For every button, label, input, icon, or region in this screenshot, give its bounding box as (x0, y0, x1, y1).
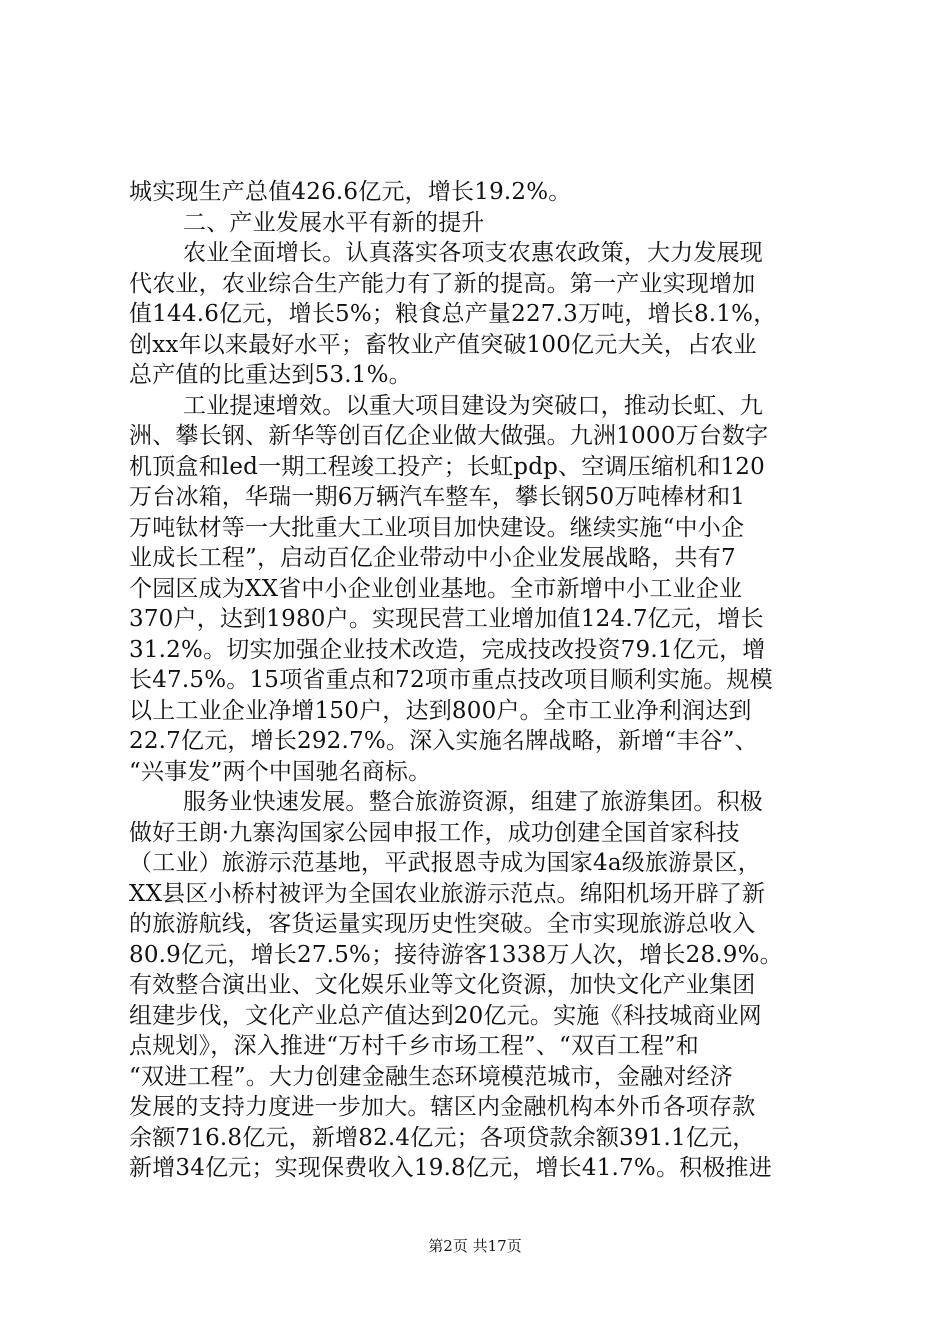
text-line: 发展的支持力度进一步加大。辖区内金融机构本外币各项存款 (129, 1094, 756, 1120)
text-line: 22.7亿元，增长292.7%。深入实施名牌战略，新增“丰谷”、 (129, 728, 758, 754)
text-line: “双进工程”。大力创建金融生态环境模范城市，金融对经济 (129, 1063, 733, 1090)
page-number-label: 第2页 共17页 (428, 1237, 522, 1255)
text-line: 代农业，农业综合生产能力有了新的提高。第一产业实现增加 (129, 270, 756, 297)
text-line: 服务业快速发展。整合旅游资源，组建了旅游集团。积极 (183, 789, 763, 815)
text-line: 洲、攀长钢、新华等创百亿企业做大做强。九洲1000万台数字 (129, 423, 769, 449)
text-line: 农业全面增长。认真落实各项支农惠农政策，大力发展现 (183, 240, 763, 266)
text-line: 长47.5%。15项省重点和72项市重点技改项目顺利实施。规模 (129, 667, 773, 693)
page-footer (0, 1236, 950, 1256)
text-line: 个园区成为XX省中小企业创业基地。全市新增中小工业企业 (129, 575, 743, 602)
text-line: 万吨钛材等一大批重大工业项目加快建设。继续实施“中小企 (129, 514, 745, 541)
text-line: “兴事发”两个中国驰名商标。 (129, 758, 432, 785)
text-line: 二、产业发展水平有新的提升 (183, 209, 485, 236)
text-line: 80.9亿元，增长27.5%；接待游客1338万人次，增长28.9%。 (129, 941, 783, 968)
text-line: XX县区小桥村被评为全国农业旅游示范点。绵阳机场开辟了新 (129, 880, 766, 907)
text-line: 做好王朗·九寨沟国家公园申报工作，成功创建全国首家科技 (129, 819, 740, 846)
text-line: 余额716.8亿元，新增82.4亿元；各项贷款余额391.1亿元， (129, 1124, 756, 1151)
text-line: （工业）旅游示范基地，平武报恩寺成为国家4a级旅游景区， (129, 850, 761, 876)
text-line: 机顶盒和led一期工程竣工投产；长虹pdp、空调压缩机和120 (129, 453, 765, 480)
document-body (129, 177, 839, 1184)
text-line: 工业提速增效。以重大项目建设为突破口，推动长虹、九 (183, 392, 763, 419)
text-line: 值144.6亿元，增长5%；粮食总产量227.3万吨，增长8.1%， (129, 301, 777, 327)
text-line: 有效整合演出业、文化娱乐业等文化资源，加快文化产业集团 (129, 972, 756, 998)
text-line: 创xx年以来最好水平；畜牧业产值突破100亿元大关，占农业 (129, 331, 757, 358)
text-line: 城实现生产总值426.6亿元，增长19.2%。 (129, 179, 572, 205)
text-line: 点规划》，深入推进“万村千乡市场工程”、“双百工程”和 (129, 1033, 699, 1059)
text-line: 组建步伐，文化产业总产值达到20亿元。实施《科技城商业网 (129, 1002, 762, 1029)
text-line: 业成长工程”，启动百亿企业带动中小企业发展战略，共有7 (129, 545, 736, 571)
text-line: 的旅游航线，客货运量实现历史性突破。全市实现旅游总收入 (129, 911, 756, 937)
text-line: 万台冰箱，华瑞一期6万辆汽车整车，攀长钢50万吨棒材和1 (129, 484, 746, 510)
text-line: 以上工业企业净增150户，达到800户。全市工业净利润达到 (129, 697, 752, 724)
text-line: 31.2%。切实加强企业技术改造，完成技改投资79.1亿元，增 (129, 636, 766, 663)
text-line: 新增34亿元；实现保费收入19.8亿元，增长41.7%。积极推进 (129, 1155, 772, 1181)
text-line: 总产值的比重达到53.1%。 (129, 362, 412, 388)
text-line: 370户，达到1980户。实现民营工业增加值124.7亿元，增长 (129, 606, 764, 632)
